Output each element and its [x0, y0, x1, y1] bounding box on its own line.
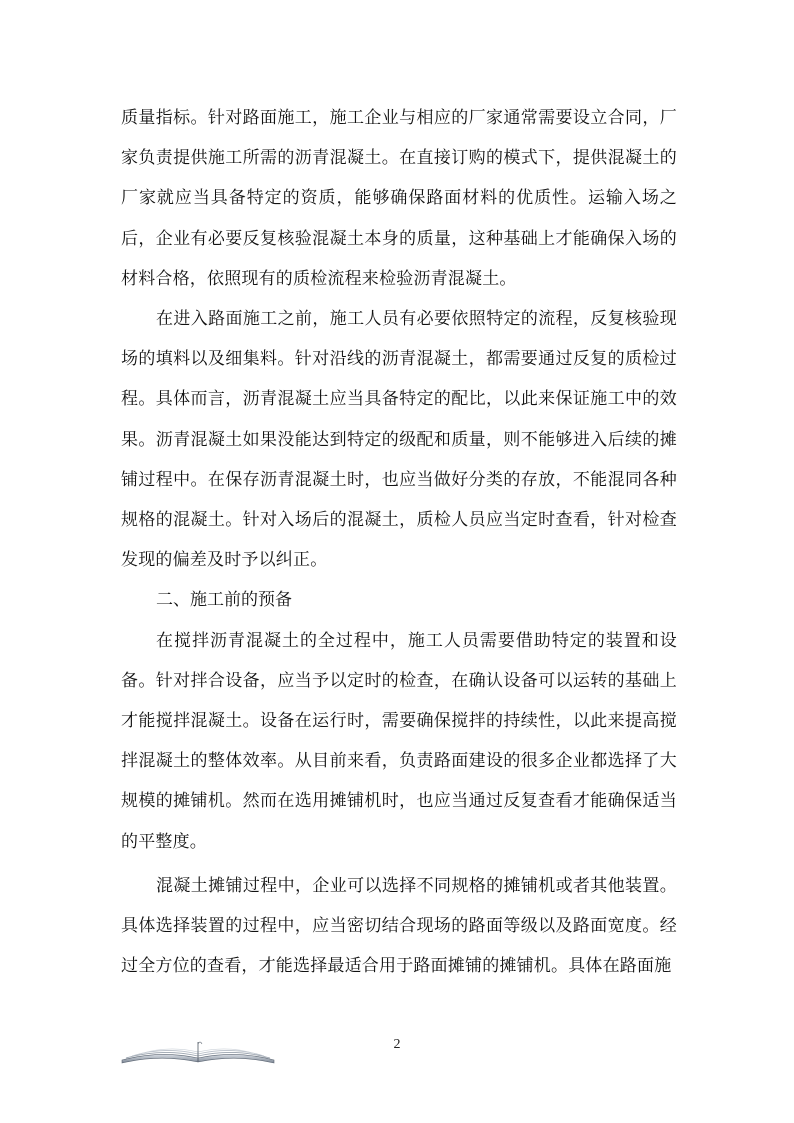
section-heading: 二、施工前的预备 [156, 590, 292, 611]
paragraph-continuation: 质量指标。针对路面施工，施工企业与相应的厂家通常需要设立合同，厂家负责提供施工所需的沥青混凝土。在直接订购的模式下，提供混凝土的厂家就应当具备特定的资质，能够确保路面材料的优质性。运输入场之后，企业有必要反复核验混凝土本身的质量，这种基础上才能确保入场的材料合格，依照现有的质检流程来检验沥青混凝土。 [121, 108, 677, 289]
paragraph-paver-selection: 混凝土摊铺过程中，企业可以选择不同规格的摊铺机或者其他装置。具体选择装置的过程中，应当密切结合现场的路面等级以及路面宽度。经过全方位的查看，才能选择最适合用于路面摊铺的摊铺机。具体在路面施 [121, 875, 677, 977]
paragraph-mixing-equipment: 在搅拌沥青混凝土的全过程中，施工人员需要借助特定的装置和设备。针对拌合设备，应当予以定时的检查，在确认设备可以运转的基础上才能搅拌混凝土。设备在运行时，需要确保搅拌的持续性，以此来提高搅拌混凝土的整体效率。从目前来看，负责路面建设的很多企业都选择了大规模的摊铺机。然而在选用摊铺机时，也应当通过反复查看才能确保适当的平整度。 [121, 630, 677, 852]
paragraph-material-inspection: 在进入路面施工之前，施工人员有必要依照特定的流程，反复核验现场的填料以及细集料。针对沿线的沥青混凝土，都需要通过反复的质检过程。具体而言，沥青混凝土应当具备特定的配比，以此来保证施工中的效果。沥青混凝土如果没能达到特定的级配和质量，则不能够进入后续的摊铺过程中。在保存沥青混凝土时，也应当做好分类的存放，不能混同各种规格的混凝土。针对入场后的混凝土，质检人员应当定时查看，针对检查发现的偏差及时予以纠正。 [121, 309, 677, 571]
page-number: 2 [393, 1037, 401, 1052]
open-book-icon [120, 1036, 276, 1066]
page-footer [0, 1028, 794, 1068]
document-body [121, 98, 677, 986]
